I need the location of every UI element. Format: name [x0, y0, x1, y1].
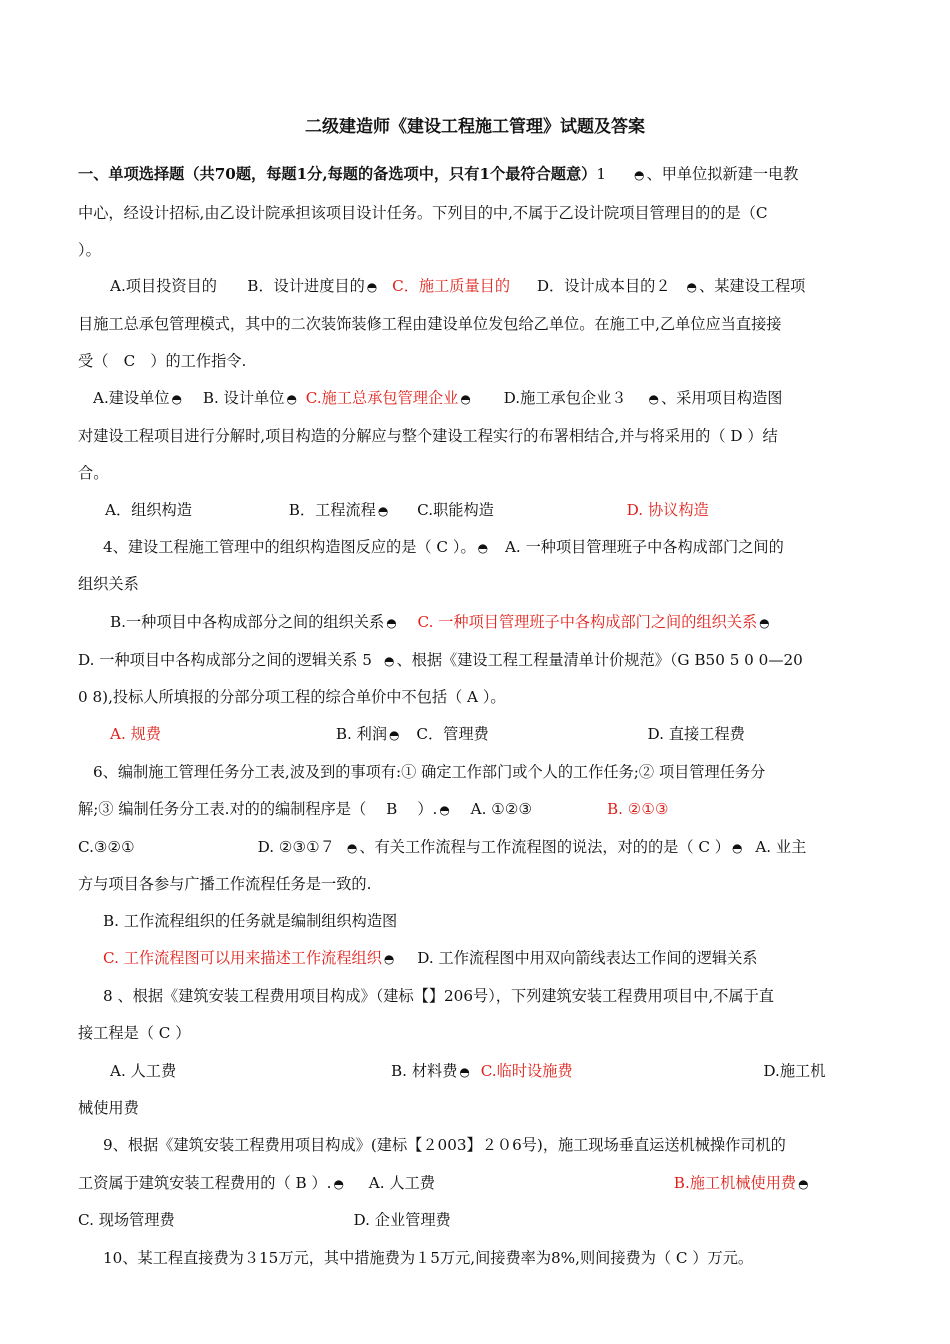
- text-line: [78, 203, 768, 223]
- text-line: [78, 240, 101, 260]
- option-text: A. 人工费: [368, 1174, 435, 1192]
- option-text: C. 现场管理费: [78, 1211, 175, 1229]
- glyph-mark-icon: ◓: [366, 280, 378, 294]
- option-text: D. 工作流程图中用双向箭线表达工作间的逻辑关系: [417, 949, 758, 967]
- glyph-mark-icon: ◓: [286, 392, 297, 406]
- option-text: B. 材料费: [391, 1062, 458, 1080]
- glyph-mark-icon: ◓: [383, 952, 395, 966]
- question-text: 、根据《建设工程工程量清单计价规范》（G B50 5 0 0—20: [396, 651, 803, 669]
- question-text: 目施工总承包管理模式，其中的二次装饰装修工程由建设单位发包给乙单位。在施工中,乙单位应当直接接: [78, 315, 782, 333]
- question-text: 、甲单位拟新建一电教: [646, 165, 799, 183]
- option-text: B．工程流程: [288, 501, 376, 519]
- option-text: A．组织构造: [105, 501, 192, 519]
- question-text: 0 8),投标人所填报的分部分项工程的综合单价中不包括（ A ）。: [78, 688, 506, 706]
- question-text: ）。: [78, 241, 101, 259]
- glyph-mark-icon: ◓: [389, 728, 400, 742]
- text-line: [78, 1098, 139, 1118]
- question-text: 6、编制施工管理任务分工表,波及到的事项有:① 确定工作部门或个人的工作任务;② 项目管理任务分: [93, 763, 766, 781]
- option-line: [105, 500, 709, 521]
- text-line: [103, 1135, 786, 1155]
- question-text: 9、根据《建筑安装工程费用项目构成》(建标【２003】２０6号)，施工现场垂直运送机械操作司机的: [103, 1136, 786, 1154]
- option-text: A. 一种项目管理班子中各构成部门之间的: [504, 538, 784, 556]
- glyph-mark-icon: ◓: [386, 616, 397, 630]
- glyph-mark-icon: ◓: [346, 841, 358, 855]
- option-text: 械使用费: [78, 1099, 139, 1117]
- question-text: 10、某工程直接费为３15万元，其中措施费为１5万元,间接费率为8%,则间接费为（ C ）万元。: [103, 1249, 754, 1267]
- text-line: [78, 164, 798, 185]
- question-text: 受（ C ）的工作指令.: [78, 352, 247, 370]
- question-text: 对建设工程项目进行分解时,项目构造的分解应与整个建设工程实行的布署相结合,并与将采用的（ D ）结: [78, 427, 778, 445]
- answer-option: C. 工作流程图可以用来描述工作流程组织: [103, 949, 382, 967]
- answer-option: C. 一种项目管理班子中各构成部门之间的组织关系: [417, 613, 758, 631]
- text-line: [78, 799, 669, 820]
- text-line: [78, 687, 506, 707]
- text-line: [78, 426, 778, 446]
- option-text: A.建设单位: [93, 389, 170, 407]
- glyph-mark-icon: ◓: [377, 504, 389, 518]
- question-number: 1: [596, 165, 607, 183]
- option-text: D. 一种项目中各构成部分之间的逻辑关系 5: [78, 651, 372, 669]
- answer-option: C．施工质量目的: [392, 277, 511, 295]
- option-text: D. 直接工程费: [647, 725, 745, 743]
- answer-option: B.施工机械使用费: [673, 1174, 797, 1192]
- option-text: 方与项目各参与广播工作流程任务是一致的.: [78, 875, 372, 893]
- text-line: [93, 762, 765, 782]
- option-line: [103, 948, 757, 969]
- option-text: B.一种项目中各构成部分之间的组织关系: [110, 613, 385, 631]
- question-text: 、某建设工程项: [699, 277, 806, 295]
- glyph-mark-icon: ◓: [171, 392, 183, 406]
- option-line: [110, 724, 745, 745]
- question-text: 接工程是（ C ）: [78, 1024, 191, 1042]
- text-line: [78, 837, 806, 858]
- text-line: [103, 537, 784, 558]
- glyph-mark-icon: ◓: [634, 168, 645, 182]
- glyph-mark-icon: ◓: [460, 392, 471, 406]
- answer-option: C.施工总承包管理企业: [305, 389, 459, 407]
- glyph-mark-icon: ◓: [459, 1065, 470, 1079]
- text-line: [78, 1173, 811, 1194]
- option-line: [110, 1061, 825, 1082]
- glyph-mark-icon: ◓: [759, 616, 770, 630]
- option-line: [103, 911, 397, 931]
- text-line: [78, 351, 246, 371]
- question-text: 解;③ 编制任务分工表.对的的编制程序是（ B ）.: [78, 800, 438, 818]
- option-line: [110, 612, 772, 633]
- section-heading: 一、单项选择题（共70题，每题1分,每题的备选项中，只有1个最符合题意）: [78, 165, 597, 183]
- option-text: D.施工承包企业３: [503, 389, 627, 407]
- option-text: A. 人工费: [110, 1062, 177, 1080]
- glyph-mark-icon: ◓: [383, 654, 395, 668]
- glyph-mark-icon: ◓: [439, 803, 450, 817]
- answer-option: C.临时设施费: [480, 1062, 573, 1080]
- option-text: 组织关系: [78, 575, 139, 593]
- glyph-mark-icon: ◓: [648, 392, 659, 406]
- option-text: D. 企业管理费: [353, 1211, 451, 1229]
- text-line: [103, 986, 774, 1006]
- question-text: 、采用项目构造图: [660, 389, 783, 407]
- text-line: [78, 463, 108, 483]
- option-text: B. 工作流程组织的任务就是编制组织构造图: [103, 912, 398, 930]
- option-line: [78, 1210, 451, 1230]
- option-text: B. 设计单位: [202, 389, 285, 407]
- text-line: [78, 1023, 190, 1043]
- answer-option: D. 协议构造: [626, 501, 709, 519]
- glyph-mark-icon: ◓: [477, 541, 489, 555]
- glyph-mark-icon: ◓: [732, 841, 743, 855]
- glyph-mark-icon: ◓: [798, 1177, 809, 1191]
- option-text: C.职能构造: [417, 501, 494, 519]
- option-text: D．设计成本目的２: [536, 277, 671, 295]
- text-line: [78, 650, 803, 671]
- question-text: 工资属于建筑安装工程费用的（ B ）.: [78, 1174, 332, 1192]
- option-text: B. 利润: [335, 725, 388, 743]
- question-text: 中心，经设计招标,由乙设计院承担该项目设计任务。下列目的中,不属于乙设计院项目管理目的的是（C: [78, 204, 768, 222]
- question-text: 4、建设工程施工管理中的组织构造图反应的是（ C ）。: [103, 538, 476, 556]
- answer-option: B. ②①③: [606, 800, 669, 818]
- glyph-mark-icon: ◓: [333, 1177, 344, 1191]
- option-line: [93, 388, 782, 409]
- answer-option: A. 规费: [110, 725, 161, 743]
- text-line: [78, 874, 371, 894]
- option-text: C．管理费: [416, 725, 489, 743]
- option-text: A.项目投资目的 B．设计进度目的: [110, 277, 365, 295]
- page-title: 二级建造师《建设工程施工管理》试题及答案: [305, 117, 645, 137]
- question-text: 8 、根据《建筑安装工程费用项目构成》（建标【】206号），下列建筑安装工程费用项目中,不属于直: [103, 987, 774, 1005]
- question-text: 合。: [78, 464, 109, 482]
- question-text: 、有关工作流程与工作流程图的说法，对的的是（ C ）: [359, 838, 730, 856]
- glyph-mark-icon: ◓: [686, 280, 698, 294]
- option-line: [110, 276, 805, 297]
- option-text: A. 业主: [755, 838, 807, 856]
- option-text: C.③②①: [78, 838, 135, 856]
- option-text: A. ①②③: [470, 800, 533, 818]
- text-line: [78, 314, 781, 334]
- text-line: [78, 574, 139, 594]
- text-line: [103, 1248, 753, 1268]
- option-text: D. ②③①７: [257, 838, 335, 856]
- option-text: D.施工机: [763, 1062, 826, 1080]
